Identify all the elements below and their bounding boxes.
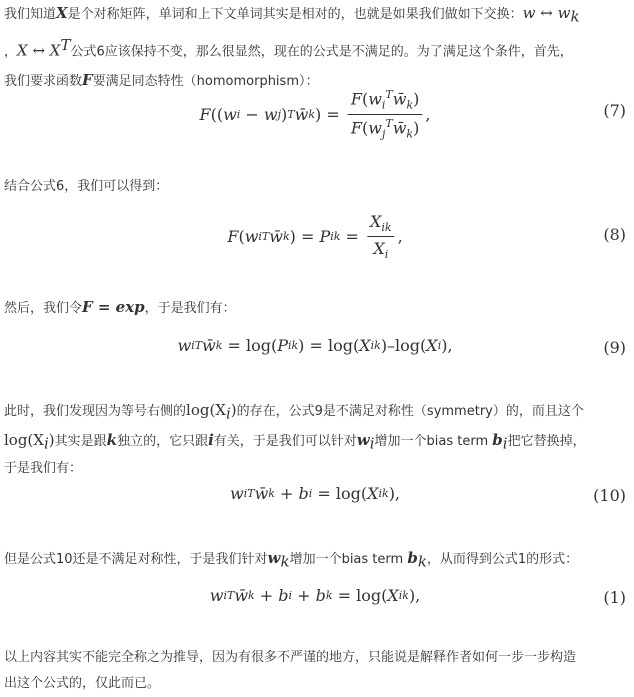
math-F: F — [82, 70, 93, 89]
equation-body: w i T w̄ k + b i = log( X ik ), — [229, 484, 401, 503]
paragraph-exp — [4, 294, 628, 322]
text: 以上内容其实不能完全称之为推导，因为有很多不严谨的地方，只能说是解释作者如何一步一步构造 — [4, 650, 577, 665]
math-w: w — [356, 430, 370, 449]
paragraph-line — [4, 427, 628, 457]
text: 此时，我们发现因为等号右侧的 — [4, 404, 187, 419]
text: 是个对称矩阵，单词和上下文单词其实是相对的，也就是如果我们做如下交换： — [67, 7, 523, 22]
math-b: b — [492, 430, 503, 449]
text: 我们要求函数 — [4, 73, 83, 89]
math-sub: k — [417, 552, 427, 571]
text: ，从而得到公式1的形式： — [426, 552, 579, 567]
equation-number: (7) — [603, 101, 626, 120]
equation-number: (1) — [603, 588, 626, 607]
paragraph-combine — [4, 174, 628, 200]
text: 我们知道 — [4, 7, 57, 22]
paragraph-line — [4, 0, 628, 30]
math-sub: i — [225, 404, 231, 423]
paragraph-bias-k — [4, 545, 628, 575]
equation-10 — [0, 484, 634, 514]
math-sub: k — [570, 7, 580, 26]
text: 然后，我们令 — [4, 301, 83, 316]
equation-number: (10) — [593, 486, 626, 505]
text: ， — [4, 43, 18, 59]
math-w: w — [267, 549, 281, 567]
math-swap-X: X ↔ X — [17, 40, 61, 59]
text: 独立的，它只跟 — [117, 433, 209, 449]
text: 增加一个bias term — [374, 433, 493, 449]
equation-body: w i T w̄ k + b i + b k = log( X ik ), — [209, 586, 421, 605]
text: 其实是跟 — [54, 433, 107, 449]
text: 结合公式6，我们可以得到： — [4, 179, 169, 194]
paragraph-symmetry-intro — [4, 0, 628, 95]
math-paren: ) — [230, 401, 237, 419]
text: 的存在，公式9是不满足对称性（symmetry）的，而且这个 — [236, 404, 584, 419]
paragraph-line — [4, 671, 628, 697]
math-X: X — [56, 4, 68, 22]
equation-1 — [0, 586, 634, 616]
equation-9 — [0, 336, 634, 366]
math-b: b — [407, 549, 418, 567]
text: 有关，于是我们可以针对 — [213, 433, 357, 449]
text: 于是我们有： — [4, 461, 83, 477]
math-i: i — [208, 430, 214, 449]
equation-body: w i T w̄ k = log( P ik ) = log( X ik )–log( X i ), — [177, 336, 453, 355]
math-sub: i — [502, 434, 508, 453]
text: 要满足同态特性（homomorphism）： — [92, 73, 319, 89]
text: ，于是我们有： — [144, 301, 236, 316]
text: 但是公式10还是不满足对称性，于是我们针对 — [4, 552, 268, 567]
math-sub: k — [280, 552, 290, 571]
math-sup: T — [60, 35, 71, 54]
math-sub: i — [369, 434, 375, 453]
equation-8 — [0, 212, 634, 262]
paragraph-line — [4, 456, 628, 482]
text: 增加一个bias term — [289, 552, 408, 567]
math-k: k — [106, 430, 118, 449]
text: 把它替换掉， — [507, 433, 586, 449]
math-swap-w: w ↔ w — [522, 4, 571, 22]
text: 出这个公式的，仅此而已。 — [4, 676, 161, 691]
equation-body: F ( w i T w̄ k ) = P ik = $\frac{X_{ik}}{X_i}$ , — [227, 212, 403, 262]
equation-7 — [0, 88, 634, 141]
math-paren: ) — [48, 430, 55, 449]
math-log: log(X — [4, 430, 44, 449]
paragraph-line — [4, 32, 628, 65]
math-sub: i — [43, 434, 49, 453]
math-F-exp: F = exp — [82, 298, 145, 316]
paragraph-bias-i — [4, 397, 628, 482]
paragraph-line — [4, 645, 628, 671]
equation-number: (8) — [603, 225, 626, 244]
paragraph-line — [4, 397, 628, 427]
equation-body: F (( w i − w j ) T w̄ k ) = $\frac{F(w_i^Tw̄_k)}{F(w_j^Tw̄_k)}$ , — [199, 88, 431, 141]
math-log: log(X — [186, 401, 226, 419]
text: 公式6应该保持不变，那么很显然，现在的公式是不满足的。为了满足这个条件，首先， — [70, 43, 573, 59]
equation-number: (9) — [603, 338, 626, 357]
paragraph-conclusion — [4, 645, 628, 697]
